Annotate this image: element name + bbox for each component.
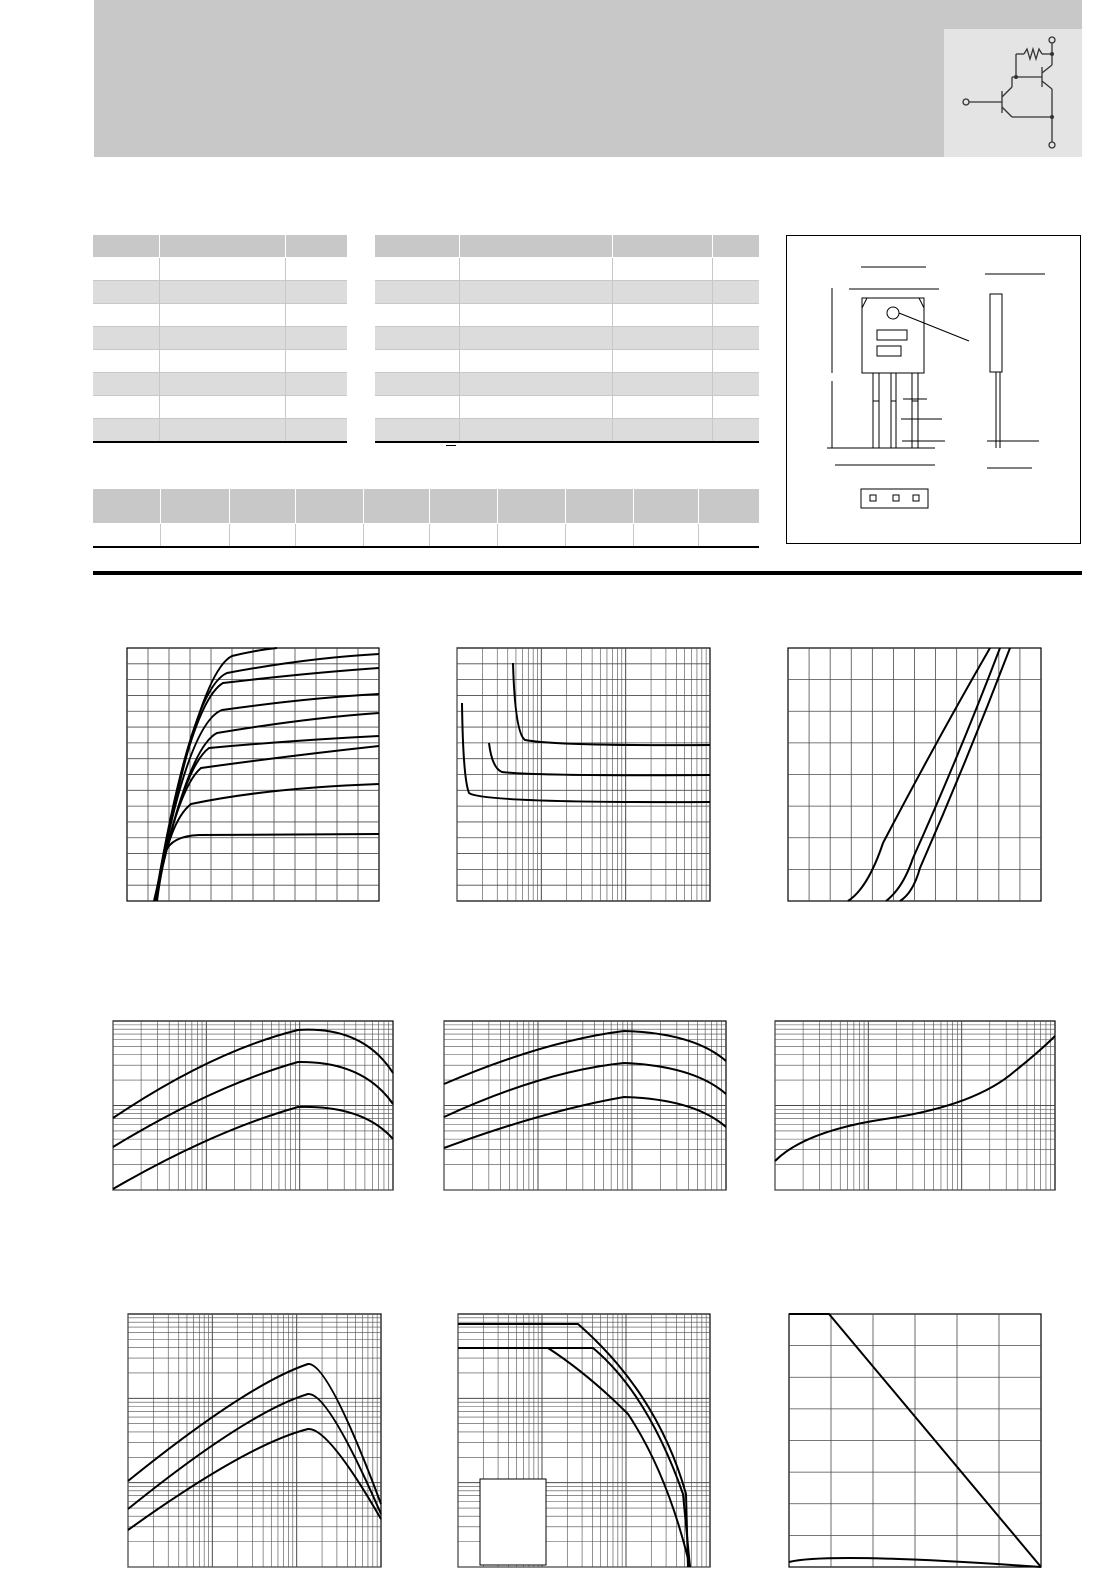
table-footnote-mark [446, 445, 456, 446]
ratings-table [93, 235, 347, 443]
chart-vce-ib [457, 648, 710, 901]
header-band [94, 0, 1082, 157]
darlington-symbol-icon [944, 29, 1082, 157]
chart-curve-2 [444, 1063, 726, 1117]
chart-pc-ta [789, 1314, 1041, 1567]
chart-curve-3 [113, 1107, 393, 1189]
chart-curve-1 [154, 834, 379, 901]
chart-frame [128, 1314, 381, 1567]
chart-hfe-ic-1 [113, 1021, 393, 1190]
chart-curve-1 [113, 1030, 393, 1118]
chart-curve-3 [155, 746, 379, 901]
chart-curve-1 [444, 1031, 726, 1084]
characteristics-table [375, 235, 759, 443]
soa-legend-box [480, 1479, 546, 1565]
chart-curve-1 [462, 703, 710, 802]
section-rule [93, 571, 1082, 575]
chart-curve-3 [513, 663, 710, 745]
chart-fT-ic [128, 1314, 381, 1567]
package-outline [786, 235, 1081, 544]
chart-hfe-ic-2 [444, 1021, 726, 1190]
chart-ic-vbe [788, 648, 1041, 901]
chart-soa [458, 1314, 710, 1567]
circuit-symbol-box [944, 29, 1082, 157]
chart-curve-3 [444, 1097, 726, 1148]
package-drawing [787, 236, 1082, 545]
chart-vbe-ic [775, 1021, 1055, 1190]
hfe-rank-table [93, 489, 759, 548]
chart-curve-2 [489, 743, 710, 775]
chart-ic-vce [127, 648, 379, 901]
chart-curve-2 [113, 1062, 393, 1147]
